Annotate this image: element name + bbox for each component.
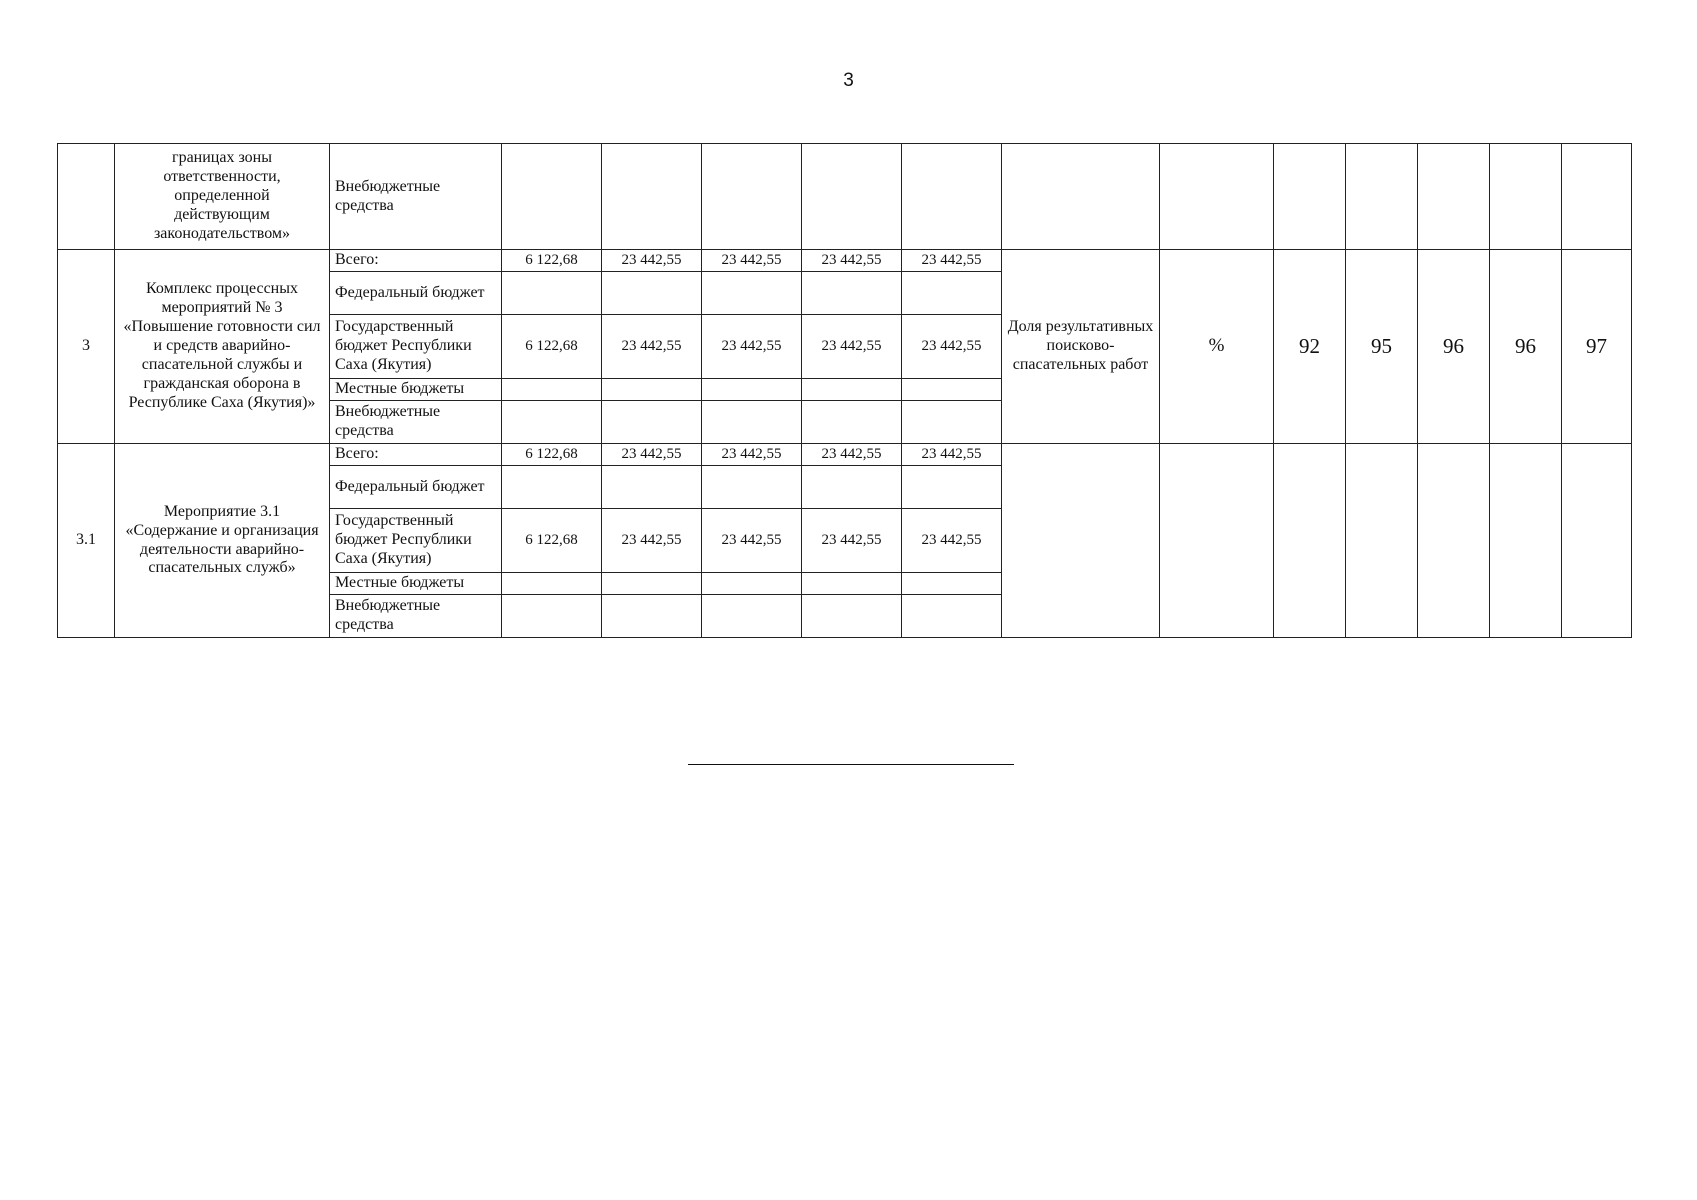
amount-cell [702,466,802,509]
activity-name-line: определенной [174,187,270,205]
amount-cell [702,573,802,595]
amount-cell [802,401,902,444]
amount-cell [502,272,602,315]
amount-cell: 23 442,55 [602,509,702,573]
amount-cell: 23 442,55 [802,250,902,272]
amount-cell [602,379,702,401]
closing-line [688,764,1014,765]
amount-cell: 23 442,55 [902,444,1002,466]
amount-cell [902,573,1002,595]
budget-table [57,143,1632,638]
indicator-cell [1002,444,1160,638]
indicator-value-cell [1562,444,1632,638]
amount-cell: 23 442,55 [602,315,702,379]
amount-cell: 23 442,55 [902,509,1002,573]
activity-name-line: ответственности, [163,168,281,186]
activity-name-line: границах зоны [172,149,272,167]
indicator-value-cell [1490,144,1562,250]
amount-cell [902,466,1002,509]
activity-name-cell [115,144,330,250]
amount-cell [802,272,902,315]
amount-cell: 23 442,55 [702,250,802,272]
amount-cell [502,379,602,401]
indicator-value-cell: 96 [1418,250,1490,444]
indicator-value-cell: 92 [1274,250,1346,444]
activity-name-line: законодательством» [153,224,291,242]
indicator-value-cell [1562,144,1632,250]
funding-source-cell: Государственный бюджет Республики Саха (Якутия) [330,315,502,379]
table-row [58,250,1632,272]
amount-cell [902,144,1002,250]
funding-source-cell: Внебюджетные средства [330,595,502,638]
page-number: 3 [843,70,854,91]
amount-cell: 23 442,55 [902,250,1002,272]
amount-cell: 23 442,55 [602,444,702,466]
amount-cell [502,466,602,509]
indicator-cell: Доля результативных поисково-спасательных работ [1002,250,1160,444]
funding-source-cell: Государственный бюджет Республики Саха (Якутия) [330,509,502,573]
amount-cell: 23 442,55 [602,250,702,272]
amount-cell: 6 122,68 [502,444,602,466]
amount-cell: 23 442,55 [802,509,902,573]
indicator-value-cell [1490,444,1562,638]
amount-cell [902,401,1002,444]
amount-cell [602,595,702,638]
funding-source-cell: Всего: [330,250,502,272]
amount-cell: 23 442,55 [702,509,802,573]
indicator-value-cell [1274,444,1346,638]
amount-cell [902,379,1002,401]
amount-cell [502,595,602,638]
indicator-value-cell: 95 [1346,250,1418,444]
funding-source-cell: Федеральный бюджет [330,272,502,315]
row-number-cell: 3 [58,250,115,444]
amount-cell [702,401,802,444]
row-number-cell [58,144,115,250]
indicator-value-cell [1418,444,1490,638]
unit-cell [1160,144,1274,250]
funding-source-cell: Федеральный бюджет [330,466,502,509]
indicator-value-cell [1346,444,1418,638]
indicator-value-cell: 97 [1562,250,1632,444]
amount-cell [802,144,902,250]
amount-cell [902,595,1002,638]
amount-cell: 6 122,68 [502,509,602,573]
row-number-cell: 3.1 [58,444,115,638]
amount-cell [702,272,802,315]
unit-cell: % [1160,250,1274,444]
indicator-value-cell [1418,144,1490,250]
indicator-value-cell: 96 [1490,250,1562,444]
amount-cell: 23 442,55 [802,315,902,379]
amount-cell [502,573,602,595]
amount-cell [602,401,702,444]
amount-cell [702,379,802,401]
funding-source-cell: Всего: [330,444,502,466]
funding-source-cell: Внебюджетные средства [330,144,502,250]
funding-source-cell: Местные бюджеты [330,573,502,595]
amount-cell: 23 442,55 [902,315,1002,379]
amount-cell [702,595,802,638]
activity-name-line: действующим [174,205,270,223]
amount-cell [902,272,1002,315]
table-row [58,444,1632,466]
amount-cell [502,401,602,444]
activity-name-cell: Комплекс процессных мероприятий № 3 «Повышение готовности сил и средств аварийно-спасательной службы и гражданская оборона в Республике Саха (Якутия)» [115,250,330,444]
amount-cell: 6 122,68 [502,250,602,272]
amount-cell [802,466,902,509]
amount-cell [602,144,702,250]
amount-cell [602,466,702,509]
amount-cell: 23 442,55 [702,315,802,379]
unit-cell [1160,444,1274,638]
table-row [58,144,1632,250]
amount-cell [802,379,902,401]
funding-source-cell: Местные бюджеты [330,379,502,401]
amount-cell: 23 442,55 [802,444,902,466]
amount-cell: 6 122,68 [502,315,602,379]
amount-cell [702,144,802,250]
amount-cell: 23 442,55 [702,444,802,466]
indicator-value-cell [1346,144,1418,250]
amount-cell [802,595,902,638]
indicator-value-cell [1274,144,1346,250]
funding-source-cell: Внебюджетные средства [330,401,502,444]
activity-name-cell: Мероприятие 3.1 «Содержание и организация деятельности аварийно-спасательных служб» [115,444,330,638]
amount-cell [602,573,702,595]
indicator-cell [1002,144,1160,250]
amount-cell [802,573,902,595]
amount-cell [502,144,602,250]
amount-cell [602,272,702,315]
